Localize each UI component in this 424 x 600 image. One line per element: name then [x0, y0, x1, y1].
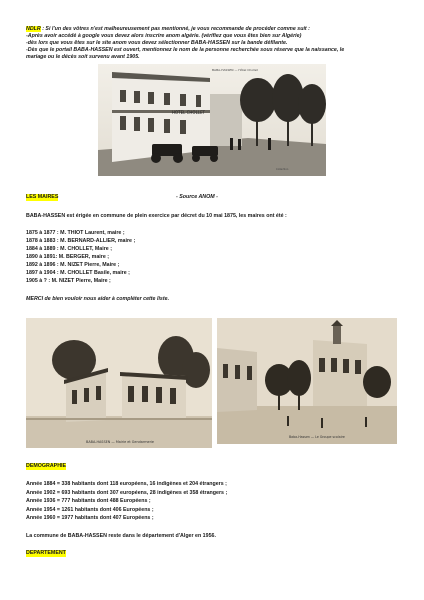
photo-groupe-scolaire [217, 318, 397, 444]
section-heading-maires: LES MAIRES [26, 194, 59, 200]
source-label: - Source ANOM - [176, 194, 218, 200]
population-row: Année 1954 = 1261 habitants dont 406 Européens ; [26, 507, 154, 513]
departement-note: La commune de BABA-HASSEN reste dans le département d'Alger en 1956. [26, 533, 216, 539]
ndlr-line-4: -Dès que le portail BABA-HASSEN est ouvert, mentionnez le nom de la personne recherchée sous réserve que la naissance, le [26, 47, 345, 53]
photo-hotel-chollet [98, 64, 326, 176]
population-row: Année 1902 = 693 habitants dont 307 européens, 28 indigènes et 358 étrangers ; [26, 490, 228, 496]
svg-text:BABA-HASSEN — Hôtel Chollet: BABA-HASSEN — Hôtel Chollet [212, 68, 258, 72]
mayor-row: 1892 à 1896 : M. NIZET Pierre, Maire ; [26, 262, 120, 268]
ndlr-line-2: -Après avoir accédé à google vous devez alors inscrire anom algérie. (vérifiez que vous êtes bien sur Algérie) [26, 33, 302, 39]
svg-text:Collection: Collection [276, 168, 289, 171]
mayor-row: 1878 à 1883 : M. BERNARD-ALLIER, maire ; [26, 238, 136, 244]
mayor-row: 1875 à 1877 : M. THIOT Laurent, maire ; [26, 230, 125, 236]
mayor-row: 1905 à ? : M. NIZET Pierre, Maire ; [26, 278, 111, 284]
section-heading-departement: DEPARTEMENT [26, 550, 66, 556]
ndlr-line-1: NDLR : Si l'un des vôtres n'est malheureusement pas mentionné, je vous recommande de procéder comme suit : [26, 26, 310, 32]
help-request: MERCI de bien vouloir nous aider à compléter cette liste. [26, 296, 170, 302]
population-row: Année 1936 = 777 habitants dont 488 Européens ; [26, 498, 151, 504]
svg-text:HOTEL CHOLLET: HOTEL CHOLLET [172, 110, 206, 115]
ndlr-line-5: mariage ou le décès soit survenu avant 1905. [26, 54, 140, 60]
svg-text:BABA-HASSEN — Mairie et Gendar: BABA-HASSEN — Mairie et Gendarmerie [86, 440, 155, 444]
maires-intro: BABA-HASSEN est érigée en commune de plein exercice par décret du 10 mai 1875, les maires ont été : [26, 213, 287, 219]
mayor-row: 1890 à 1891: M. BERGER, maire ; [26, 254, 110, 260]
population-row: Année 1960 = 1977 habitants dont 407 Européens ; [26, 515, 154, 521]
svg-text:Baba-Hassen — Le Groupe scolai: Baba-Hassen — Le Groupe scolaire [289, 435, 345, 439]
mayor-row: 1884 à 1889 : M. CHOLLET, Maire ; [26, 246, 112, 252]
photo-mairie-gendarmerie [26, 318, 212, 448]
ndlr-tag: NDLR [26, 26, 41, 32]
mayor-row: 1897 à 1904 : M. CHOLLET Basile, maire ; [26, 270, 130, 276]
ndlr-line-3: -dès lors que vous êtes sur le site anom vous devez sélectionner BABA-HASSEN sur la bande défilante. [26, 40, 288, 46]
section-heading-demographie: DEMOGRAPHIE [26, 463, 67, 469]
population-row: Année 1884 = 338 habitants dont 118 européens, 16 indigènes et 204 étrangers ; [26, 481, 227, 487]
